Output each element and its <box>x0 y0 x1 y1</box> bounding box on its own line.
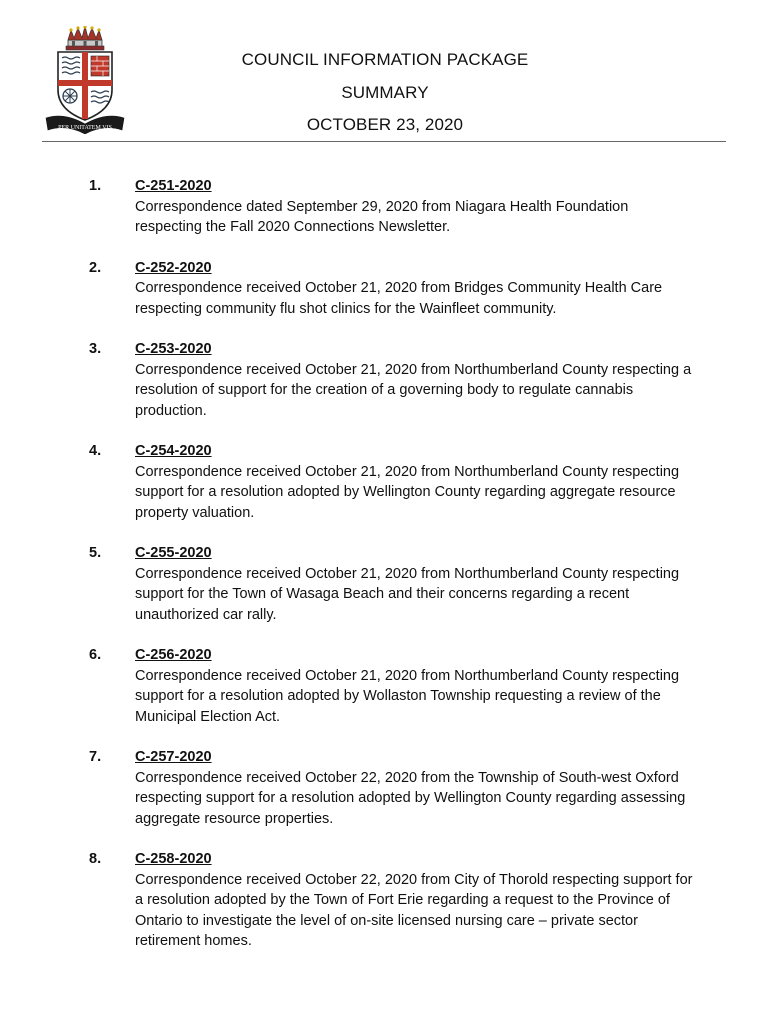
shield-icon <box>58 52 112 120</box>
list-item <box>0 339 770 421</box>
item-description: Correspondence received October 22, 2020 from the Township of South-west Oxford respecting support for a resolution adopted by Wellington County regarding assessing aggregate resource properties. <box>135 769 686 827</box>
item-description: Correspondence received October 21, 2020 from Bridges Community Health Care respecting community flu shot clinics for the Wainfleet community. <box>135 280 663 317</box>
item-code: C-256-2020 <box>135 647 212 663</box>
item-number: 6. <box>89 647 102 663</box>
list-item <box>0 176 770 238</box>
list-item <box>0 747 770 829</box>
item-description: Correspondence received October 21, 2020 from Northumberland County respecting support for a resolution adopted by Wollaston Township requesting a review of the Municipal Election Act. <box>135 667 680 725</box>
document-date: OCTOBER 23, 2020 <box>306 115 464 134</box>
crown-icon <box>66 26 104 50</box>
item-number: 3. <box>89 341 102 357</box>
list-item <box>0 258 770 320</box>
list-item <box>0 645 770 727</box>
list-item <box>0 849 770 952</box>
item-code: C-253-2020 <box>135 341 212 357</box>
item-description: Correspondence received October 21, 2020 from Northumberland County respecting support for a resolution adopted by Wellington County regarding aggregate resource property valuation. <box>135 463 680 521</box>
item-number: 7. <box>89 749 102 765</box>
item-number: 8. <box>89 851 102 867</box>
item-code: C-254-2020 <box>135 443 212 459</box>
correspondence-list <box>0 176 770 972</box>
item-code: C-258-2020 <box>135 851 212 867</box>
motto-text: PER UNITATEM VIS <box>58 125 112 131</box>
item-code: C-252-2020 <box>135 259 212 276</box>
item-description: Correspondence dated September 29, 2020 from Niagara Health Foundation respecting the Fall 2020 Connections Newsletter. <box>135 198 629 235</box>
item-number: 1. <box>89 178 102 194</box>
item-code: C-255-2020 <box>135 545 212 561</box>
item-code: C-257-2020 <box>135 749 212 765</box>
item-description: Correspondence received October 21, 2020 from Northumberland County respecting a resolution of support for the creation of a governing body to regulate cannabis production. <box>135 361 692 419</box>
document-header <box>150 44 620 142</box>
item-number: 2. <box>89 259 102 276</box>
item-description: Correspondence received October 22, 2020 from City of Thorold respecting support for a resolution adopted by the Town of Fort Erie regarding a request to the Province of Ontario to investigate the level of on-site licensed nursing care – private sector retirement homes. <box>135 871 693 949</box>
item-code: C-251-2020 <box>135 178 212 194</box>
item-number: 4. <box>89 443 102 459</box>
page-subtitle: SUMMARY <box>341 82 429 102</box>
header-divider <box>42 141 726 142</box>
item-description: Correspondence received October 21, 2020 from Northumberland County respecting support for the Town of Wasaga Beach and their concerns regarding a recent unauthorized car rally. <box>135 565 680 623</box>
municipal-crest-logo <box>44 26 126 134</box>
page-title: COUNCIL INFORMATION PACKAGE <box>241 50 529 69</box>
list-item <box>0 543 770 625</box>
list-item <box>0 441 770 523</box>
item-number: 5. <box>89 545 102 561</box>
